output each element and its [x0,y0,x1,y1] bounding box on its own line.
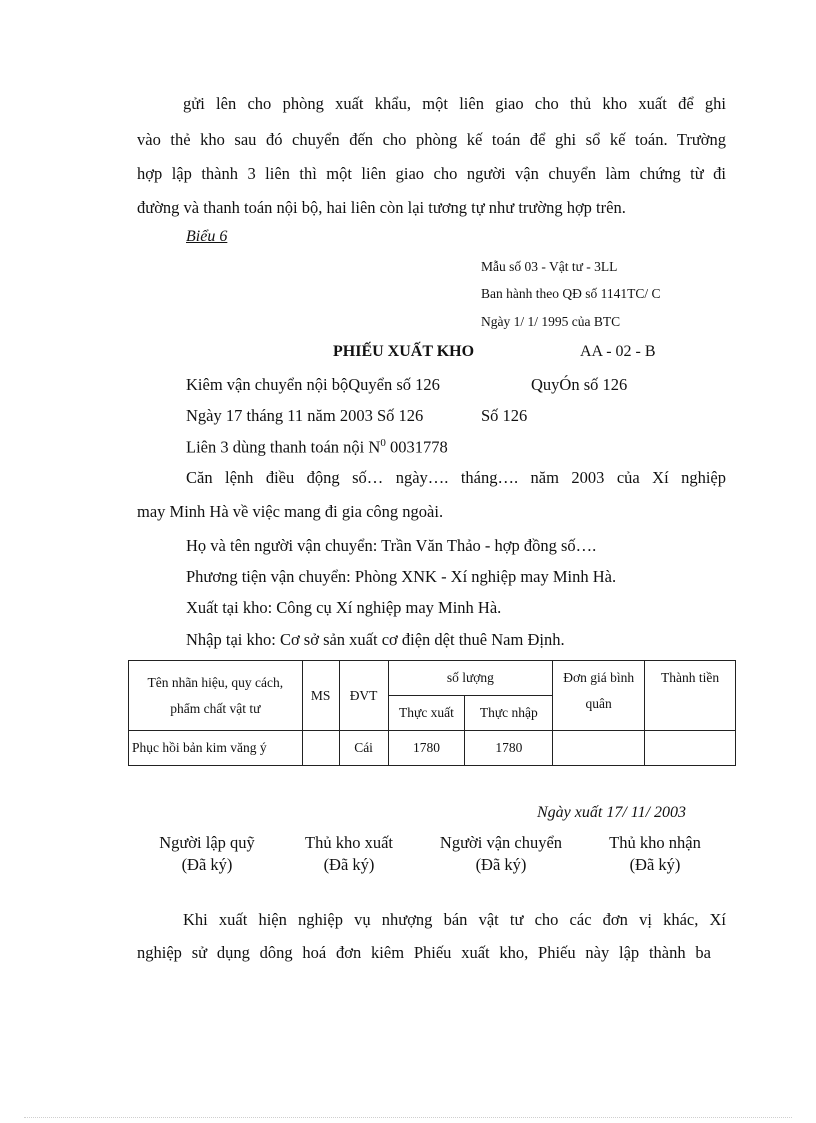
cell-item-name: Phục hồi bản kim văng ý [129,731,303,766]
signature-status: (Đã ký) [323,855,375,874]
signature-role: Thủ kho nhận [609,833,701,852]
order-line-1: Căn lệnh điều động số… ngày…. tháng…. năm 2003 của Xí nghiệp [186,468,726,487]
signature-status: (Đã ký) [629,855,681,874]
signature-role: Thủ kho xuất [305,833,393,852]
cell-amount [645,731,736,766]
table-row [129,731,736,766]
cell-unit: Cái [339,731,388,766]
table-header-row [129,661,736,696]
exhibit-label: Biểu 6 [186,228,228,245]
book-number: Kiêm vận chuyển nội bộQuyển số 126 [186,375,440,394]
copy-line-number: 0031778 [385,437,448,457]
intro-line-2: vào thẻ kho sau đó chuyển đến cho phòng kế toán để ghi sổ kế toán. Trường [137,130,726,149]
page-bottom-divider [24,1117,792,1118]
intro-line-3: hợp lập thành 3 liên thì một liên giao cho người vận chuyển làm chứng từ đi [137,164,726,183]
signature-block [289,832,409,876]
issue-table [128,660,736,766]
signature-status: (Đã ký) [475,855,527,874]
header-ms: MS [302,661,339,731]
export-date: Ngày xuất 17/ 11/ 2003 [537,804,687,821]
from-warehouse-line: Xuất tại kho: Công cụ Xí nghiệp may Minh Hà. [186,598,502,617]
order-line-2: may Minh Hà về việc mang đi gia công ngoài. [137,502,444,521]
to-warehouse-line: Nhập tại kho: Cơ sở sản xuất cơ điện dệt thuê Nam Định. [186,630,565,649]
cell-qty-out: 1780 [388,731,465,766]
signature-block [421,832,581,876]
signature-role: Người lập quỹ [159,833,255,852]
form-date: Ngày 1/ 1/ 1995 của BTC [481,314,621,329]
header-amount: Thành tiền [645,661,736,731]
signature-block [594,832,716,876]
header-quantity: số lượng [388,661,553,696]
signature-role: Người vận chuyển [439,833,563,852]
header-unit: ĐVT [339,661,388,731]
signature-block [140,832,274,876]
slip-code: AA - 02 - B [580,343,656,360]
cell-price [553,731,645,766]
form-decree: Ban hành theo QĐ số 1141TC/ C [481,286,661,301]
copy-line-prefix: Liên 3 dùng thanh toán nội N [186,437,381,457]
slip-date: Ngày 17 tháng 11 năm 2003 Số 126 [186,406,424,425]
header-actual-out: Thực xuất [388,696,465,731]
book-number-alt: QuyÓn số 126 [531,375,628,394]
slip-title: PHIẾU XUẤT KHO [333,343,475,360]
carrier-line: Họ và tên người vận chuyển: Trần Văn Thảo - hợp đồng số…. [186,536,597,555]
copy-line [186,437,448,458]
form-number: Mẫu số 03 - Vật tư - 3LL [481,259,618,274]
header-unit-price: Đơn giá bình quân [553,661,645,731]
closing-line-2: nghiệp sử dụng dông hoá đơn kiêm Phiếu xuất kho, Phiếu này lập thành ba [137,943,711,962]
cell-qty-in: 1780 [465,731,553,766]
cell-ms [302,731,339,766]
intro-line-4: đường và thanh toán nội bộ, hai liên còn lại tương tự như trường hợp trên. [137,198,626,217]
slip-number: Số 126 [481,406,528,425]
header-item-name: Tên nhãn hiệu, quy cách, phẩm chất vật tư [129,661,303,731]
intro-line-1: gửi lên cho phòng xuất khẩu, một liên giao cho thủ kho xuất để ghi [183,94,726,113]
copy-line-sup: 0 [380,437,386,449]
header-actual-in: Thực nhập [465,696,553,731]
vehicle-line: Phương tiện vận chuyển: Phòng XNK - Xí nghiệp may Minh Hà. [186,567,617,586]
closing-line-1: Khi xuất hiện nghiệp vụ nhượng bán vật tư cho các đơn vị khác, Xí [183,910,726,929]
signature-status: (Đã ký) [181,855,233,874]
